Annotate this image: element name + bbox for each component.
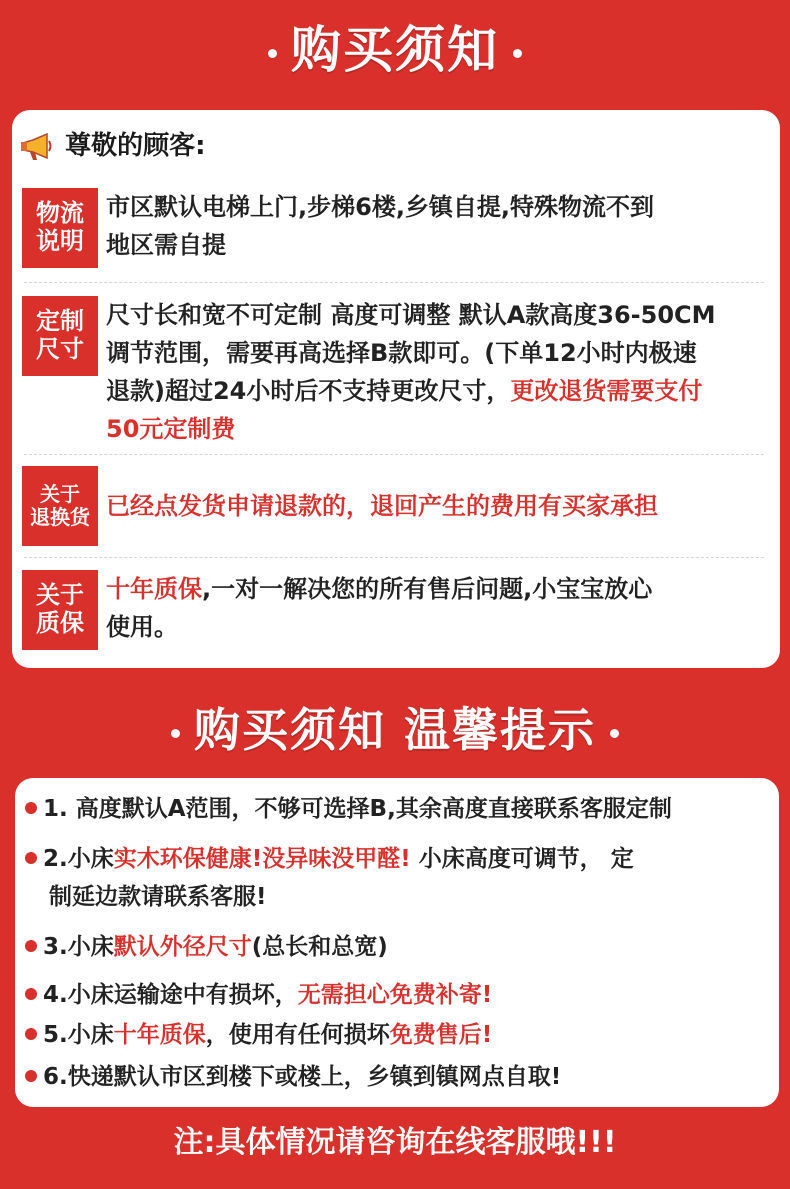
tip-item	[21, 1016, 777, 1054]
section-title	[0, 694, 790, 766]
dot-decoration	[610, 729, 619, 738]
tag-line: 物流	[36, 199, 84, 228]
tip-item	[21, 928, 777, 966]
tag-line: 关于	[40, 482, 80, 506]
tag-line: 退换货	[30, 505, 90, 529]
bullet-icon	[25, 852, 37, 864]
highlight-text: 50元定制费	[106, 415, 236, 443]
tip-item	[21, 976, 777, 1014]
bullet-icon	[25, 1070, 37, 1082]
tag-line: 关于	[36, 581, 84, 610]
text-line: 地区需自提	[106, 231, 226, 259]
title-text: 购买须知 温馨提示	[193, 703, 596, 757]
text-span: 2.小床	[43, 846, 114, 872]
divider	[24, 557, 764, 558]
bullet-icon	[25, 940, 37, 952]
text-span: 1.	[43, 796, 68, 822]
text-line: 制延边款请联系客服!	[49, 884, 267, 910]
tip-item	[21, 790, 777, 828]
tag-line: 质保	[36, 609, 84, 637]
text-span: 退款)超过24小时后不支持更改尺寸，	[106, 377, 511, 405]
tips-card	[15, 778, 779, 1107]
text-span: 高度默认A范围，不够可选择B,其余高度直接联系客服定制	[67, 796, 672, 822]
footer-note: 注:具体情况请咨询在线客服哦!!!	[173, 1125, 617, 1160]
text-span: 6.快递默认市区到楼下或楼上，乡镇到镇网点自取!	[43, 1064, 562, 1090]
text-line: 使用。	[106, 613, 178, 641]
highlight-text: 更改退货需要支付	[510, 377, 703, 405]
text-span: 小床高度可调节， 定	[410, 846, 634, 872]
tag-custom-size	[22, 296, 98, 376]
tip-item	[21, 1058, 777, 1096]
tag-line: 尺寸	[36, 335, 84, 363]
dot-decoration	[513, 49, 522, 58]
tag-line: 定制	[36, 307, 84, 336]
text-line	[106, 570, 778, 608]
text-span: 4.小床运输途中有损坏，	[43, 982, 298, 1008]
tag-warranty	[22, 570, 98, 650]
text-span: (总长和总宽)	[251, 934, 388, 960]
tag-returns	[22, 466, 98, 546]
bullet-icon	[25, 988, 37, 1000]
tip-item	[21, 840, 777, 916]
title-text: 购买须知	[291, 21, 499, 79]
tag-line: 说明	[36, 227, 84, 255]
highlight-text: 十年质保	[113, 1022, 206, 1048]
text-line: 调节范围，需要再高选择B款即可。(下单12小时内极速	[106, 339, 697, 367]
text-span: ,一对一解决您的所有售后问题,小宝宝放心	[202, 575, 653, 603]
highlight-text: 无需担心免费补寄!	[297, 982, 493, 1008]
highlight-text: 默认外径尺寸	[113, 934, 252, 960]
text-span: 5.小床	[43, 1022, 114, 1048]
logistics-text	[106, 188, 778, 264]
divider	[24, 282, 764, 283]
warranty-text	[106, 570, 778, 646]
page-title	[0, 14, 790, 86]
greeting-text: 尊敬的顾客:	[65, 131, 206, 161]
dot-decoration	[171, 729, 180, 738]
dot-decoration	[268, 49, 277, 58]
bullet-icon	[25, 802, 37, 814]
bullet-icon	[25, 1028, 37, 1040]
divider	[24, 454, 764, 455]
returns-text: 已经点发货申请退款的，退回产生的费用有买家承担	[106, 492, 658, 520]
greeting	[20, 126, 205, 166]
text-line: 尺寸长和宽不可定制 高度可调整 默认A款高度36-50CM	[106, 301, 716, 329]
text-span: ，使用有任何损坏	[205, 1022, 390, 1048]
tag-logistics	[22, 188, 98, 268]
text-line: 市区默认电梯上门,步梯6楼,乡镇自提,特殊物流不到	[106, 193, 655, 221]
custom-size-text	[106, 296, 780, 448]
highlight-text: 免费售后!	[389, 1022, 493, 1048]
text-line	[106, 372, 780, 410]
notice-card	[12, 110, 780, 668]
highlight-text: 十年质保	[106, 575, 202, 603]
highlight-text: 实木环保健康!没异味没甲醛!	[113, 846, 411, 872]
text-span: 3.小床	[43, 934, 114, 960]
megaphone-icon	[20, 131, 65, 161]
